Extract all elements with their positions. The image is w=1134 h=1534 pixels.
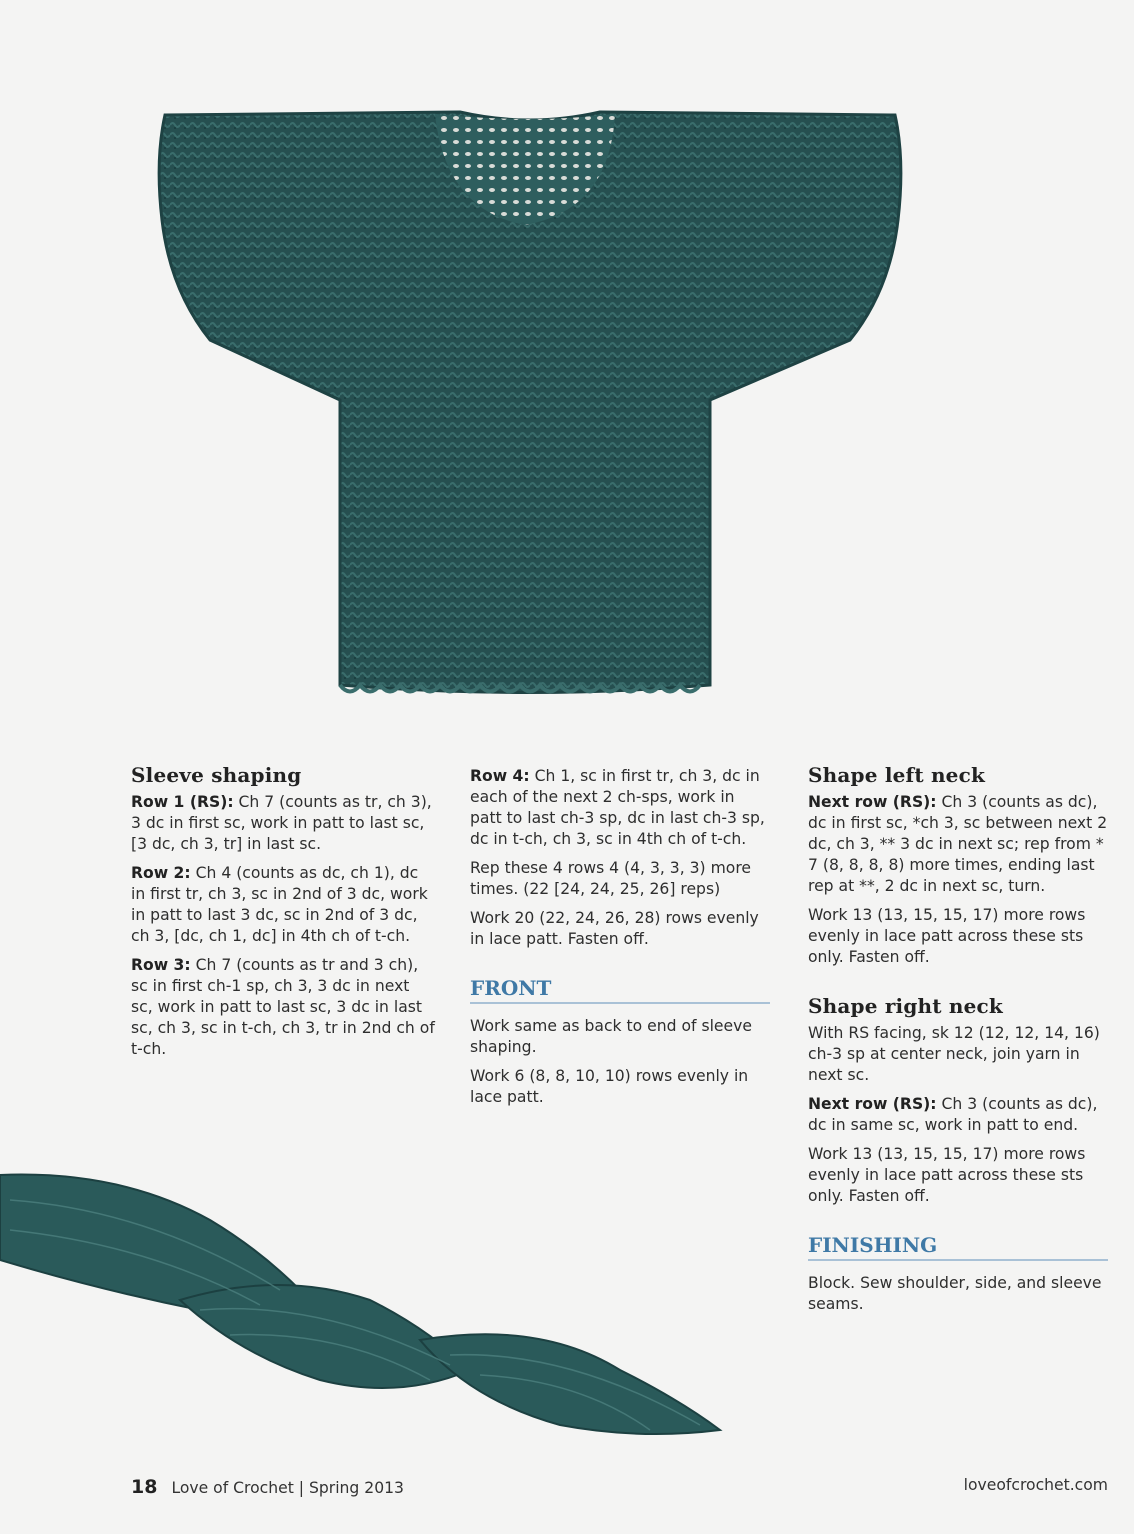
- row-3-text: Ch 7 (counts as tr and 3 ch), sc in first ch-1 sp, ch 3, 3 dc in next sc, work in patt to last sc, 3 dc in last sc, ch 3, sc in t-ch, ch 3, tr in 2nd ch of t-ch.: [131, 956, 435, 1058]
- page-number: 18: [131, 1476, 158, 1498]
- front-paragraph-1: Work same as back to end of sleeve shaping.: [470, 1017, 752, 1056]
- left-neck-work: Work 13 (13, 15, 15, 17) more rows evenly in lace patt across these sts only. Fasten off.: [808, 906, 1086, 966]
- magazine-issue: Love of Crochet | Spring 2013: [171, 1479, 404, 1497]
- row-2-instruction: [131, 863, 436, 947]
- row-1-label: Row 1 (RS):: [131, 793, 234, 811]
- footer-url[interactable]: loveofcrochet.com: [963, 1476, 1108, 1494]
- row-3-label: Row 3:: [131, 956, 191, 974]
- shape-left-neck-heading: Shape left neck: [808, 763, 986, 787]
- left-neck-next-row-label: Next row (RS):: [808, 793, 937, 811]
- right-neck-next-row-text: Ch 3 (counts as dc), dc in same sc, work in patt to end.: [808, 1095, 1098, 1134]
- footer-left: [131, 1476, 404, 1498]
- column-2: [470, 766, 770, 1116]
- right-neck-next-row-label: Next row (RS):: [808, 1095, 937, 1113]
- front-heading: FRONT: [470, 978, 770, 1004]
- sleeve-shaping-heading: Sleeve shaping: [131, 763, 302, 787]
- sweater-photo: [150, 100, 910, 740]
- repeat-instruction: Rep these 4 rows 4 (4, 3, 3, 3) more times. (22 [24, 24, 25, 26] reps): [470, 859, 751, 898]
- left-neck-next-row: [808, 792, 1108, 897]
- row-4-text: Ch 1, sc in first tr, ch 3, dc in each of the next 2 ch-sps, work in patt to last ch-3 sp, dc in last ch-3 sp, dc in t-ch, ch 3, sc in 4th ch of t-ch.: [470, 767, 765, 848]
- work-instruction: Work 20 (22, 24, 26, 28) rows evenly in lace patt. Fasten off.: [470, 909, 759, 948]
- finishing-text: Block. Sew shoulder, side, and sleeve seams.: [808, 1274, 1102, 1313]
- row-4-instruction: [470, 766, 770, 850]
- row-1-instruction: [131, 792, 436, 855]
- front-paragraph-2: Work 6 (8, 8, 10, 10) rows evenly in lace patt.: [470, 1067, 749, 1106]
- row-4-label: Row 4:: [470, 767, 530, 785]
- column-3: [808, 765, 1108, 1323]
- row-1-text: Ch 7 (counts as tr, ch 3), 3 dc in first sc, work in patt to last sc, [3 dc, ch 3, tr] in last sc.: [131, 793, 432, 853]
- column-1: [131, 765, 436, 1068]
- row-2-label: Row 2:: [131, 864, 191, 882]
- row-3-instruction: [131, 955, 436, 1060]
- right-neck-work: Work 13 (13, 15, 15, 17) more rows evenly in lace patt across these sts only. Fasten off.: [808, 1145, 1086, 1205]
- right-neck-next-row: [808, 1094, 1108, 1136]
- right-neck-intro: With RS facing, sk 12 (12, 12, 14, 16) ch-3 sp at center neck, join yarn in next sc.: [808, 1024, 1100, 1084]
- finishing-heading: FINISHING: [808, 1235, 1108, 1261]
- left-neck-next-row-text: Ch 3 (counts as dc), dc in first sc, *ch 3, sc between next 2 dc, ch 3, ** 3 dc in next sc; rep from * 7 (8, 8, 8, 8) more times, ending last rep at **, 2 dc in next sc, turn.: [808, 793, 1108, 895]
- yarn-skein-photo: [0, 1150, 780, 1440]
- row-2-text: Ch 4 (counts as dc, ch 1), dc in first tr, ch 3, sc in 2nd of 3 dc, work in patt to last 3 dc, sc in 2nd of 3 dc, ch 3, [dc, ch 1, dc] in 4th ch of t-ch.: [131, 864, 428, 945]
- shape-right-neck-heading: Shape right neck: [808, 994, 1003, 1018]
